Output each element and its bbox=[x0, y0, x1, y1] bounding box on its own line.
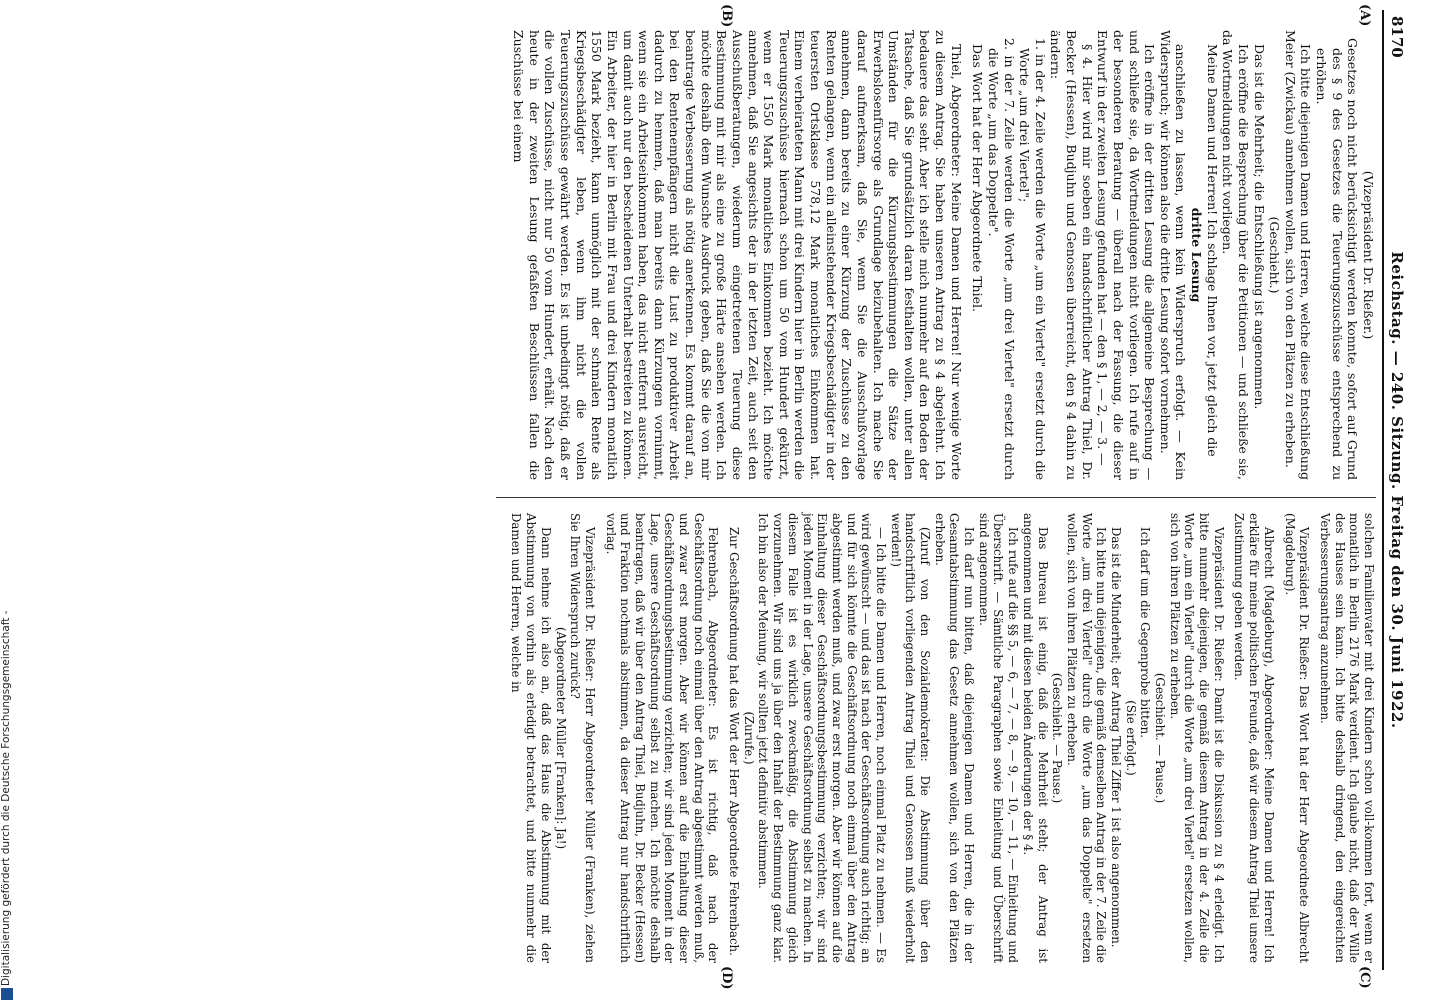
speech-paragraph: Fehrenbach, Abgeordneter: Es ist richtig, daß nach der Geschäftsordnung noch einmal über den Antrag abgestimmt werden muß, und zwar erst morgen. Aber wir können auf die Einhaltung dieser Geschäftsordnungsbestimmung verzichten; wir sind jeden Moment in der Lage, unsere Geschäftsordnung selbst zu machen. Ich möchte deshalb beantragen, daß wir über den Antrag Thiel, Budjuhn, Dr. Becker (Hessen) und Fraktion nochmals abstimmen, da dieser Antrag nur handschriftlich vorlag. bbox=[603, 513, 721, 963]
page-header bbox=[1384, 10, 1406, 970]
paragraph: Das ist die Minderheit; der Antrag Thiel Ziffer 1 ist also angenommen. bbox=[1109, 527, 1123, 948]
column-divider bbox=[496, 497, 1376, 498]
paragraph: Vizepräsident Dr. Rießer: Damit ist die Diskussion zu § 4 erledigt. Ich bitte nunmehr diejenigen, die gemäß diesem Antrag in der 4. Zeile die Worte „um ein Viertel" durch die Worte „um drei Viertel" ersetzen wollen, sich von ihren Plätzen zu erheben. bbox=[1167, 513, 1226, 963]
header-rule bbox=[1382, 10, 1384, 970]
speech-paragraph: Thiel, Abgeordneter: Meine Damen und Herren! Nur wenige Worte zu diesem Antrag. Sie haben unseren Antrag zu § 4 abgelehnt. Ich bedauere das sehr. Aber ich stelle mich nunmehr auf den Boden der Tatsache, daß Sie grundsätzlich daran festhalten wollen, unter allen Umständen für die Kürzungsbestimmungen die Sätze der Erwerbslosenfürsorge als Grundlage beizubehalten. Ich mache Sie darauf aufmerksam, daß Sie, wenn Sie die Ausschußvorlage annehmen, dann bereits zu einer Kürzung der Zuschüsse zu den Renten gelangen, wenn ein alleinstehender Kriegsbeschädigter in der teuersten Ortsklasse 578,12 Mark monatliches Einkommen hat. Einem verheirateten Mann mit drei Kindern hier in Berlin werden die Teuerungszuschüsse hiernach schon um 50 vom Hundert gekürzt, wenn er 1550 Mark monatliches Einkommen bezieht. Ich möchte annehmen, daß Sie angesichts der in der letzten Zeit, auch seit den Ausschußberatungen, wiederum eingetretenen Teuerung diese Bestimmung mit mir als eine zu große Härte ansehen werden. Ich möchte deshalb dem Wunsche Ausdruck geben, daß Sie die von mir beantragte Verbesserung als nötig anerkennen. Es kommt darauf an, bei den Rentenempfängern nicht die Lust zu produktiver Arbeit dadurch zu hemmen, daß man bereits dann Kürzungen vornimmt, wenn sie ein Arbeitseinkommen haben, das nicht entfernt ausreicht, um damit auch nur den bescheidenen Unterhalt bestreiten zu können. Ein Arbeiter, der hier in Berlin mit Frau und drei Kindern monatlich 1550 Mark bezieht, kann unmöglich mit der schmalen Rente als Kriegsbeschädigter leben, wenn ihm nicht die vollen Teuerungszuschüsse gewährt werden. Es ist unbedingt nötig, daß er die vollen Zuschüsse, nicht nur 50 vom Hundert, erhält. Nach den heute in der zweiten Lesung gefaßten Beschlüssen fallen die Zuschüsse bei einem bbox=[511, 30, 964, 480]
paragraph: Ich bitte nun diejenigen, die gemäß demselben Antrag in der 7. Zeile die Worte „um drei Viertel" durch die Worte „um das Doppelte" ersetzen wollen, sich von ihren Plätzen zu erheben. bbox=[1064, 513, 1109, 963]
paragraph: (Abgeordneter Müller [Franken]: Ja!) bbox=[553, 626, 568, 850]
digitization-footer bbox=[0, 0, 16, 1000]
paragraph: (Sie erfolgt.) bbox=[1123, 700, 1138, 776]
list-item: 2. in der 7. Zeile werden die Worte „um drei Viertel" ersetzt durch die Worte „um das Doppelte". bbox=[986, 38, 1017, 480]
paragraph: (Geschieht. — Pause.) bbox=[1050, 672, 1065, 804]
paragraph: Vizepräsident Dr. Rießer: Das Wort hat der Herr Abgeordnete Albrecht (Magdeburg). bbox=[1282, 513, 1312, 963]
paragraph: Ich eröffne die Besprechung über die Petitionen — und schließe sie, da Wortmeldungen nicht vorliegen. bbox=[1220, 30, 1251, 480]
paragraph: Ich bitte diejenigen Damen und Herren, welche diese Entschließung Meier (Zwickau) annehmen wollen, sich von den Plätzen zu erheben. bbox=[1282, 30, 1314, 480]
section-heading: dritte Lesung bbox=[1189, 207, 1205, 303]
paragraph: Ich rufe auf die §§ 5, — 6, — 7, — 8, — 9, — 10, — 11, — Einleitung und Überschrift. — Sämtliche Paragraphen sowie Einleitung und Überschrift sind angenommen. bbox=[976, 513, 1021, 963]
paragraph: (Zurufe.) bbox=[741, 711, 756, 765]
paragraph: Das Bureau ist einig, daß die Mehrheit steht; der Antrag ist angenommen und mit diesen beiden Änderungen der § 4. bbox=[1020, 513, 1050, 963]
paragraph: (Vizepräsident Dr. Rießer.) bbox=[1361, 170, 1376, 340]
paragraph: Ich darf nun bitten, daß diejenigen Damen und Herren, die in der Gesamtabstimmung das Gesetz annehmen wollen, sich von den Plätzen erheben. bbox=[932, 513, 977, 963]
paragraph: Zur Geschäftsordnung hat das Wort der Herr Abgeordnete Fehrenbach. bbox=[727, 527, 742, 956]
paragraph: (Zuruf von den Sozialdemokraten: Die Abstimmung über den handschriftlich vorliegenden Antrag Thiel und Genossen muß wiederholt werden!) bbox=[888, 513, 933, 963]
paragraph: Albrecht (Magdeburg), Abgeordneter: Meine Damen und Herren! Ich erkläre für meine politischen Freunde, daß wir diesem Antrag Thiel unsere Zustimmung geben werden. bbox=[1232, 513, 1276, 963]
page-number: 8170 bbox=[1388, 16, 1406, 58]
paragraph: — Ich bitte die Damen und Herren, noch einmal Platz zu nehmen. — Es wird gewünscht — und das ist nach der Geschäftsordnung auch richtig; an und für sich könnte die Geschäftsordnung noch einmal über den Antrag abgestimmt werden muß, und zwar erst morgen. Aber wir können auf die Einhaltung dieser Geschäftsordnungsbestimmung verzichten; wir sind jeden Moment in der Lage, unsere Geschäftsordnung selbst zu machen. In diesem Falle ist es wirklich zweckmäßig, die Abstimmung gleich vorzunehmen. Wir sind uns ja über den Inhalt der Bestimmung ganz klar. Ich bin also der Meinung, wir sollten jetzt definitiv abstimmen. bbox=[756, 513, 888, 963]
paragraph: anschließen zu lassen, wenn kein Widerspruch erfolgt. — Kein Widerspruch; wir können also die dritte Lesung sofort vornehmen. bbox=[1157, 30, 1189, 480]
margin-marker-a: (A) bbox=[1357, 4, 1372, 27]
margin-marker-b: (B) bbox=[719, 4, 734, 28]
paragraph: Meine Damen und Herren! Ich schlage Ihnen vor, jetzt gleich die bbox=[1204, 44, 1220, 457]
paragraph: (Geschieht.) bbox=[1267, 216, 1283, 294]
margin-marker-d: (D) bbox=[719, 966, 734, 990]
dfg-logo-icon bbox=[1, 988, 13, 1000]
paragraph: Dann nehme ich also an, daß das Haus die Abstimmung mit der Abstimmung von vorhin als erledigt betrachtet, und bitte nunmehr die Damen und Herren, welche in bbox=[509, 513, 553, 963]
paragraph: solchen Familienvater mit drei Kindern schon voll-kommen fort, wenn er monatlich in Berlin 2176 Mark verdient. Ich glaube nicht, daß der Wille des Hauses sein kann. Ich bitte deshalb dringend, den eingereichten Verbesserungsantrag anzunehmen. bbox=[1317, 513, 1376, 963]
paragraph: Ich darf um die Gegenprobe bitten. bbox=[1138, 527, 1153, 738]
right-text-column bbox=[509, 513, 1376, 963]
paragraph: (Geschieht. — Pause.) bbox=[1153, 672, 1168, 804]
list-item: 1. in der 4. Zeile werden die Worte „um ein Viertel" ersetzt durch die Worte „um drei Viertel"; bbox=[1017, 38, 1048, 480]
footer-text: Digitalisierung gefördert durch die Deutsche Forschungsgemeinschaft - bbox=[0, 610, 12, 986]
paragraph: § 4. Hier wird mir soeben ein handschriftlicher Antrag Thiel, Dr. Becker (Hessen), Budjuhn und Genossen überreicht, den § 4 dahin zu ändern: bbox=[1048, 30, 1095, 480]
paragraph: Gesetzes noch nicht berücksichtigt werden konnte, sofort auf Grund des § 9 des Gesetzes die Teuerungszuschüsse entsprechend zu erhöhen. bbox=[1314, 38, 1361, 480]
paragraph: Das Wort hat der Herr Abgeordnete Thiel. bbox=[970, 44, 986, 312]
page-header-title: Reichstag. — 240. Sitzung. Freitag den 30. Juni 1922. bbox=[1388, 251, 1406, 729]
paragraph: Ich eröffne in der dritten Lesung die allgemeine Besprechung — und schließe sie, da Wortmeldungen nicht vorliegen. Ich rufe auf in der besonderen Beratung — überall nach der Fassung, die dieser Entwurf in der zweiten Lesung gefunden hat — den § 1, — 2, — 3. — bbox=[1095, 30, 1158, 480]
margin-marker-c: (C) bbox=[1357, 966, 1372, 989]
paragraph: Das ist die Mehrheit; die Entschließung ist angenommen. bbox=[1251, 44, 1267, 410]
left-text-column bbox=[511, 30, 1376, 480]
paragraph: Vizepräsident Dr. Rießer: Herr Abgeordneter Müller (Franken), ziehen Sie Ihren Widerspruch zurück? bbox=[568, 513, 597, 963]
